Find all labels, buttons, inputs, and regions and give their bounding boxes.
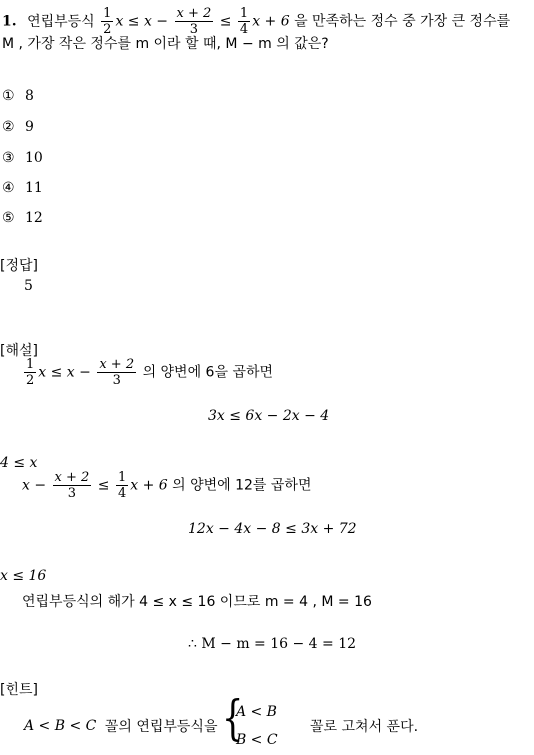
solution-step-1 <box>22 357 273 388</box>
choice-marker: ⑤ <box>2 210 15 226</box>
ineq-part-2: ≤ <box>219 13 232 30</box>
frac-denominator: 4 <box>239 22 249 37</box>
solution-step-3: 연립부등식의 해가 4 ≤ x ≤ 16 이므로 m = 4 , M = 16 <box>22 594 372 610</box>
choice-marker: ① <box>2 88 15 104</box>
hint-mid: 꼴의 연립부등식을 <box>104 719 218 735</box>
question-number: 1. <box>2 13 17 30</box>
step2-pre: x − <box>22 477 47 494</box>
left-brace-icon: { <box>221 690 244 746</box>
fraction-x2-3 <box>97 357 136 388</box>
fraction-x2-3 <box>53 470 92 501</box>
choice-value: 9 <box>25 119 34 135</box>
frac-denominator: 2 <box>103 22 112 37</box>
frac-denominator: 2 <box>26 373 35 388</box>
solution-label: [해설] <box>0 343 38 359</box>
question-line-2: M , 가장 작은 정수를 m 이라 할 때, M − m 의 값은? <box>2 36 329 52</box>
choice-value: 11 <box>25 180 43 196</box>
frac-denominator: 4 <box>117 486 127 501</box>
choice-value: 10 <box>25 150 43 166</box>
result-2: x ≤ 16 <box>0 568 47 584</box>
equation-1: 3x ≤ 6x − 2x − 4 <box>208 408 330 424</box>
equation-3: ∴ M − m = 16 − 4 = 12 <box>188 636 357 652</box>
answer-label: [정답] <box>0 258 38 274</box>
hint-post: 꼴로 고쳐서 푼다. <box>310 719 419 735</box>
solution-step-2 <box>22 470 311 501</box>
step1-mid: x ≤ x − <box>38 364 91 381</box>
choice-2[interactable] <box>2 119 34 135</box>
hint-body <box>24 690 419 754</box>
question-text-a: 연립부등식 <box>27 13 95 30</box>
choice-3[interactable] <box>2 150 43 166</box>
ineq-part-1: x ≤ x − <box>115 13 169 30</box>
choice-4[interactable] <box>2 180 43 196</box>
choice-marker: ④ <box>2 180 15 196</box>
ineq-part-3: x + 6 <box>252 13 290 30</box>
step2-text: 의 양변에 12를 곱하면 <box>172 477 312 494</box>
choice-marker: ③ <box>2 150 15 166</box>
frac-denominator: 3 <box>53 485 92 501</box>
choice-marker: ② <box>2 119 15 135</box>
answer-value: 5 <box>24 278 33 294</box>
equation-2: 12x − 4x − 8 ≤ 3x + 72 <box>188 521 357 537</box>
hint-cases <box>221 690 278 754</box>
choice-5[interactable] <box>2 210 43 226</box>
frac-numerator: x + 2 <box>54 470 90 485</box>
frac-numerator: 1 <box>26 357 35 372</box>
step1-text: 의 양변에 6을 곱하면 <box>142 364 274 381</box>
hint-pre: A < B < C <box>24 718 97 734</box>
step2-mid: ≤ <box>97 477 110 494</box>
fraction-1-4 <box>116 470 128 501</box>
step2-post: x + 6 <box>130 477 168 494</box>
frac-numerator: 1 <box>239 6 249 21</box>
frac-numerator: x + 2 <box>176 6 212 21</box>
frac-numerator: x + 2 <box>99 357 135 372</box>
question-text-b: 을 만족하는 정수 중 가장 큰 정수를 <box>294 13 511 30</box>
result-1: 4 ≤ x <box>0 455 38 471</box>
frac-denominator: 3 <box>97 372 136 388</box>
hint-label: [힌트] <box>0 682 38 698</box>
fraction-1-2 <box>24 357 36 388</box>
frac-numerator: 1 <box>103 6 112 21</box>
frac-denominator: 3 <box>175 21 214 37</box>
choice-value: 12 <box>25 210 43 226</box>
choice-value: 8 <box>25 88 34 104</box>
hint-case-2: B < C <box>235 732 278 748</box>
choice-1[interactable] <box>2 88 34 104</box>
frac-numerator: 1 <box>117 470 127 485</box>
hint-case-1: A < B <box>235 704 277 720</box>
